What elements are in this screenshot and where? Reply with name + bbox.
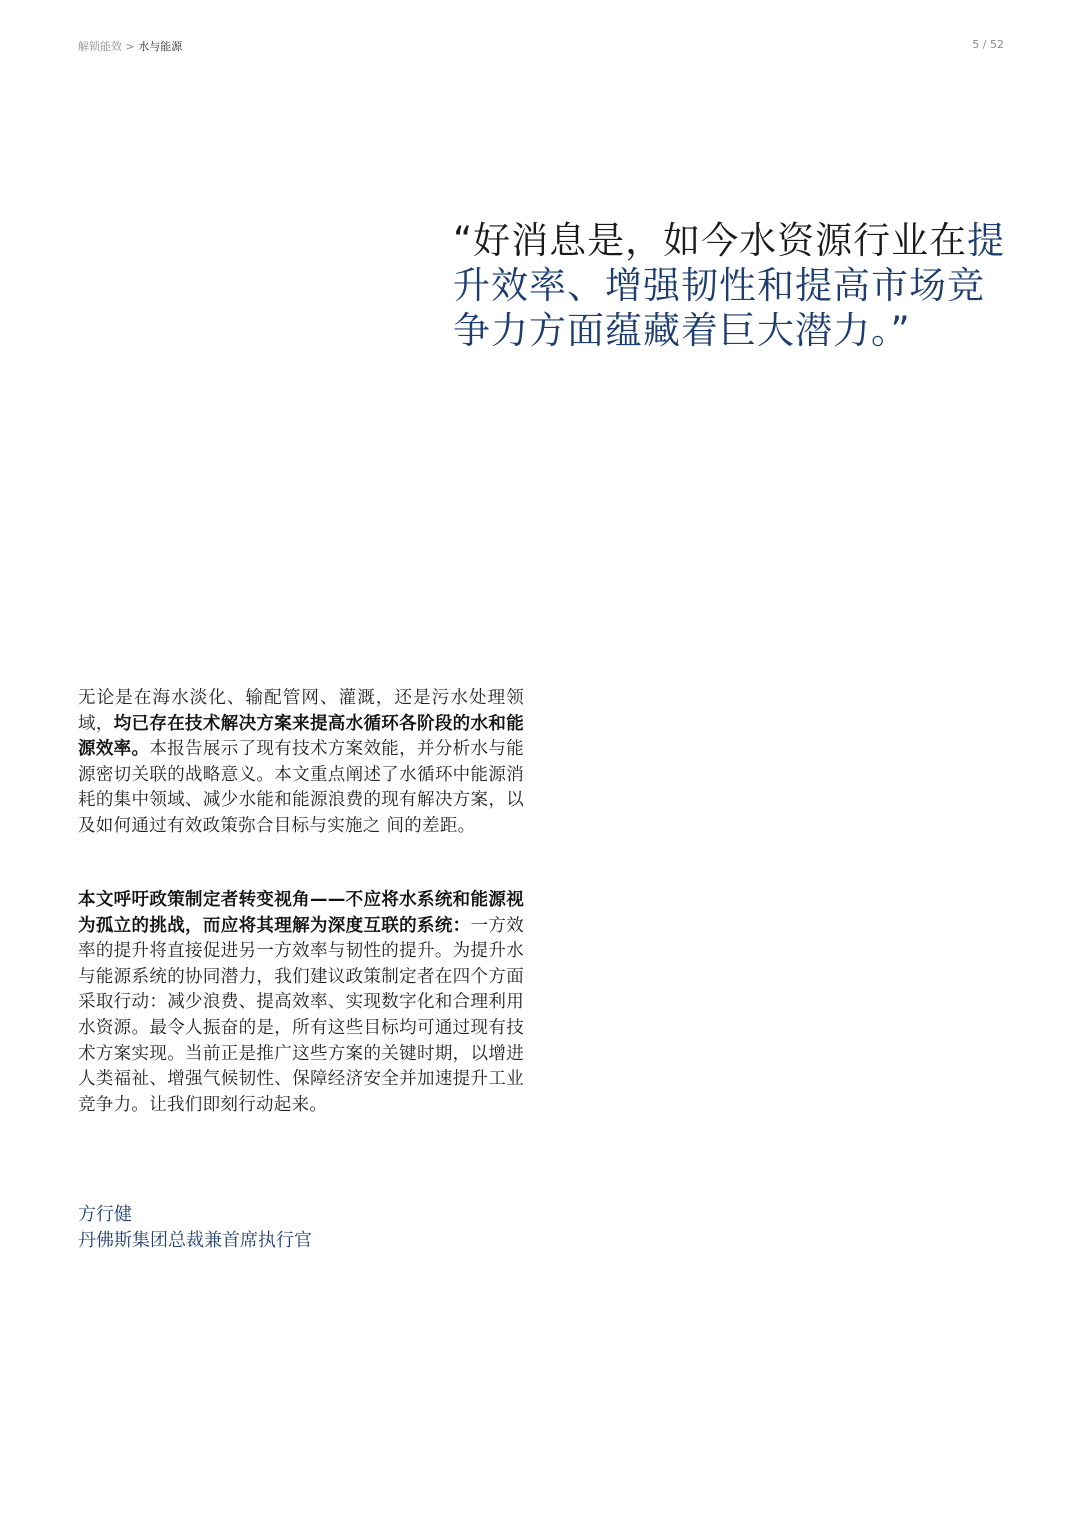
- paragraph-text: 本报告展示了现有技术方案效能，并分析水与能源密切关联的战略意义。本文重点阐述了水循环中能源消耗的集中领域、减少水能和能源浪费的现有解决方案，以及如何通过有效政策弥合目标与实施之 间的差距。: [78, 739, 524, 836]
- breadcrumb-separator: >: [122, 40, 139, 53]
- page-number: 5 / 52: [972, 38, 1004, 51]
- signature-name: 方行健: [78, 1204, 132, 1225]
- breadcrumb: [78, 38, 182, 54]
- paragraph-bold-text: 本文呼吁政策制定者转变视角——不应将水系统和能源视为孤立的挑战，而应将其理解为深度互联的系统：: [78, 890, 524, 936]
- paragraph-bold-text: 均已存在技术解决方案来提高水循环各阶段的水和能源效率。: [78, 713, 524, 760]
- signature-title: 丹佛斯集团总裁兼首席执行官: [78, 1230, 312, 1251]
- paragraph-text: 一方效率的提升将直接促进另一方效率与韧性的提升。为提升水与能源系统的协同潜力，我们建议政策制定者在四个方面采取行动：减少浪费、提高效率、实现数字化和合理利用水资源。最令人振奋的是，所有这些目标均可通过现有技术方案实现。当前正是推广这些方案的关键时期，以增进人类福祉、增强气候韧性、保障经济安全并加速提升工业竞争力。让我们即刻行动起来。: [78, 915, 524, 1115]
- pull-quote: [453, 218, 1013, 353]
- intro-paragraph: [78, 686, 524, 840]
- quote-text: “好消息是，如今水资源行业在: [453, 219, 968, 262]
- call-to-action-paragraph: [78, 888, 524, 1118]
- signature: [78, 1202, 312, 1254]
- paragraph-text: 无论是在海水淡化、输配管网、灌溉，还是污水处理领域，: [78, 688, 524, 734]
- breadcrumb-current: 水与能源: [138, 40, 183, 53]
- quote-highlight: 提升效率、增强韧性和提高市场竞争力方面蕴藏着巨大潜力。”: [453, 219, 1006, 352]
- breadcrumb-parent[interactable]: 解锁能效: [78, 40, 122, 53]
